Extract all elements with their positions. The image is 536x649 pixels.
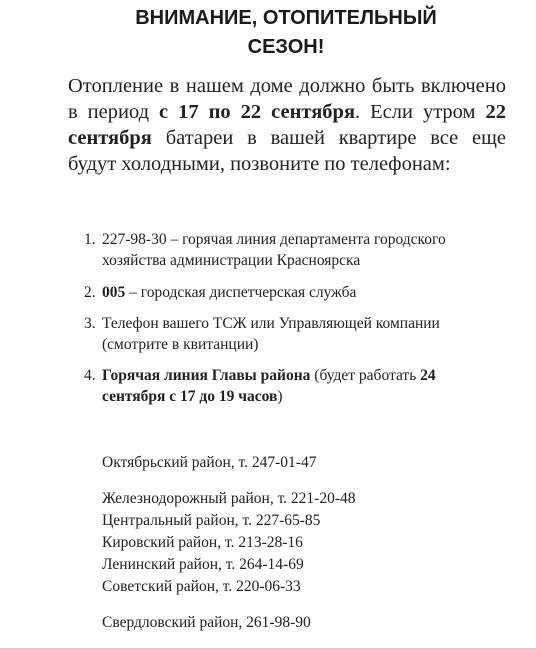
hotline-label: Горячая линия Главы района <box>102 367 311 384</box>
intro-period: с 17 по 22 сентября <box>159 101 356 123</box>
title-line-1: ВНИМАНИЕ, ОТОПИТЕЛЬНЫЙ <box>135 7 437 29</box>
list-item-number: 1. <box>84 231 96 248</box>
list-item-text: (будет работать <box>310 367 421 384</box>
list-item <box>84 313 494 355</box>
list-item-text: Телефон вашего ТСЖ или Управляющей компании (смотрите в квитанции) <box>102 315 440 353</box>
intro-text-1: Отопление в нашем доме должно быть включено в период <box>68 75 506 123</box>
page-title <box>0 4 536 62</box>
district-row: Центральный район, т. 227-65-85 <box>102 512 321 529</box>
intro-deadline: 22 сентября <box>68 101 506 149</box>
list-item-number: 4. <box>84 367 96 384</box>
list-item <box>84 229 494 271</box>
phone-list <box>84 229 494 407</box>
intro-paragraph <box>68 73 506 177</box>
list-item-number: 3. <box>84 315 96 332</box>
district-row: Октябрьский район, т. 247-01-47 <box>102 454 317 471</box>
list-item-text-end: ) <box>277 388 283 405</box>
district-row: Железнодорожный район, т. 221-20-48 <box>102 490 356 507</box>
district-row: Советский район, т. 220-06-33 <box>102 578 301 595</box>
intro-text-2: . Если утром <box>355 101 486 123</box>
dispatch-number: 005 <box>102 284 126 301</box>
list-item-text: – городская диспетчерская служба <box>125 284 357 301</box>
list-item-number: 2. <box>84 284 96 301</box>
list-item <box>84 282 494 303</box>
title-line-2: СЕЗОН! <box>247 36 325 58</box>
hotline-schedule: 24 сентября с 17 до 19 часов <box>102 367 436 405</box>
list-item-text: 227-98-30 – горячая линия департамента городского хозяйства администрации Красноярска <box>102 231 446 269</box>
district-row: Свердловский район, 261-98-90 <box>102 614 311 631</box>
list-item <box>84 365 494 407</box>
district-row: Ленинский район, т. 264-14-69 <box>102 556 304 573</box>
intro-text-3: батареи в вашей квартире все еще будут холодными, позвоните по телефонам: <box>68 127 506 175</box>
district-phones <box>102 452 502 634</box>
district-row: Кировский район, т. 213-28-16 <box>102 534 303 551</box>
